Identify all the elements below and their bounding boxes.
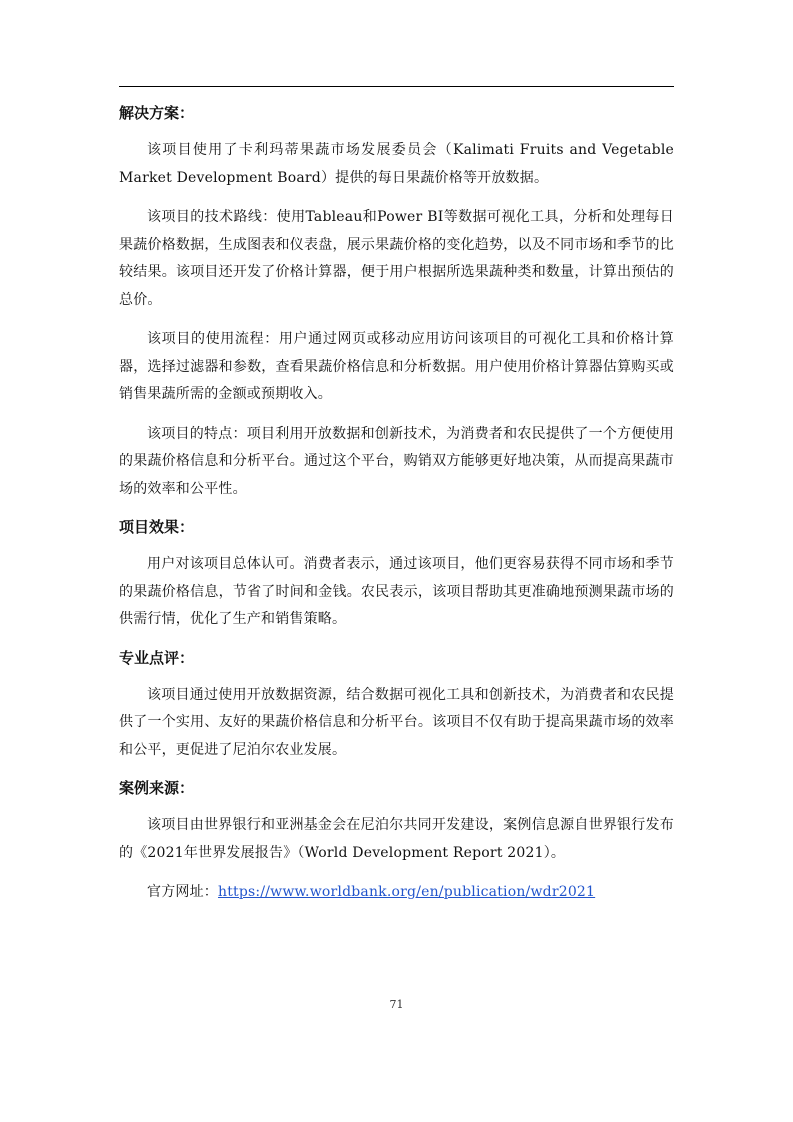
source-heading: 案例来源：: [119, 779, 195, 797]
review-paragraph-1: 该项目通过使用开放数据资源，结合数据可视化工具和创新技术，为消费者和农民提供了一个实用、友好的果蔬价格信息和分析平台。该项目不仅有助于提高果蔬市场的效率和公平，更促进了尼泊尔农业发展。: [119, 686, 674, 758]
solution-paragraph-3: 该项目的使用流程：用户通过网页或移动应用访问该项目的可视化工具和价格计算器，选择过滤器和参数，查看果蔬价格信息和分析数据。用户使用价格计算器估算购买或销售果蔬所需的金额或预期收入。: [119, 331, 674, 402]
website-link[interactable]: https://www.worldbank.org/en/publication/wdr2021: [218, 884, 596, 900]
solution-paragraph-4: 该项目的特点：项目利用开放数据和创新技术，为消费者和农民提供了一个方便使用的果蔬价格信息和分析平台。通过这个平台，购销双方能够更好地决策，从而提高果蔬市场的效率和公平性。: [119, 425, 674, 497]
review-heading: 专业点评：: [119, 648, 195, 667]
document-body: [119, 99, 674, 907]
header-rule: [119, 86, 674, 87]
solution-paragraph-2: 该项目的技术路线：使用Tableau和Power BI等数据可视化工具，分析和处理每日果蔬价格数据，生成图表和仪表盘，展示果蔬价格的变化趋势，以及不同市场和季节的比较结果。该项目还开发了价格计算器，便于用户根据所选果蔬种类和数量，计算出预估的总价。: [119, 209, 674, 308]
website-label: 官方网址：: [147, 884, 218, 900]
solution-paragraph-1: 该项目使用了卡利玛蒂果蔬市场发展委员会（Kalimati Fruits and Vegetable Market Development Board）提供的每日果蔬价格等开放数据。: [119, 142, 674, 186]
effect-heading: 项目效果：: [119, 518, 195, 536]
page-number: 71: [389, 998, 404, 1011]
effect-paragraph-1: 用户对该项目总体认可。消费者表示，通过该项目，他们更容易获得不同市场和季节的果蔬价格信息，节省了时间和金钱。农民表示，该项目帮助其更准确地预测果蔬市场的供需行情，优化了生产和销售策略。: [119, 556, 674, 627]
solution-heading: 解决方案：: [119, 104, 195, 122]
source-paragraph-1: 该项目由世界银行和亚洲基金会在尼泊尔共同开发建设，案例信息源自世界银行发布的《2021年世界发展报告》（World Development Report 2021）。: [119, 817, 674, 861]
website-line: [119, 879, 674, 907]
